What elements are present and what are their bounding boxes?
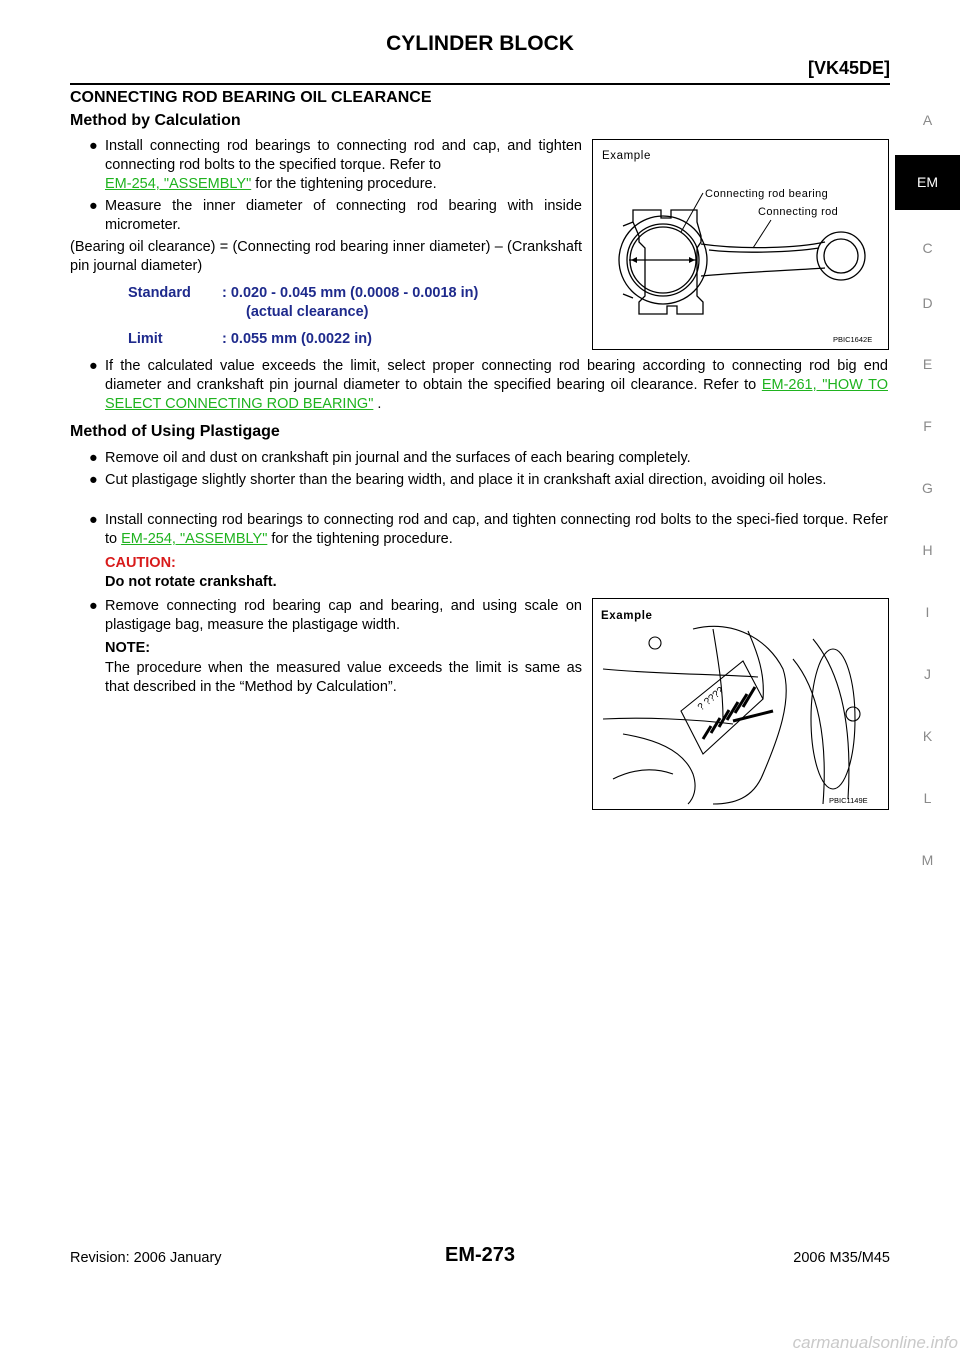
header-rule	[70, 83, 890, 85]
figure2-title: Example	[601, 610, 653, 622]
watermark: carmanualsonline.info	[792, 1333, 958, 1352]
tab-k[interactable]: K	[922, 728, 933, 744]
bullet-icon: ●	[89, 198, 98, 214]
page-number: EM-273	[444, 1244, 516, 1266]
limit-label: Limit	[128, 331, 163, 347]
bullet-icon: ●	[89, 512, 98, 528]
assembly-link[interactable]: EM-254, "ASSEMBLY"	[105, 176, 252, 192]
tab-c[interactable]: C	[922, 240, 933, 256]
bullet-icon: ●	[89, 598, 98, 614]
plasti-bullet-3: ● Install connecting rod bearings to connecting rod and cap, and tighten connecting rod bolts to the speci-fied torque. Refer to EM-254, "ASSEMBLY" for the tightening procedure.	[89, 512, 888, 547]
bullet-icon: ●	[89, 450, 98, 466]
figure1-code: PBIC1642E	[833, 335, 873, 344]
tab-j[interactable]: J	[924, 666, 931, 682]
figure2-code: PBIC1149E	[829, 796, 868, 805]
label-connecting-rod-bearing: Connecting rod bearing	[705, 188, 829, 200]
tab-h[interactable]: H	[922, 542, 933, 558]
calc-bullet-1: ● Install connecting rod bearings to connecting rod and cap, and tighten connecting rod bolts to the specified torque. Refer to	[89, 138, 582, 173]
page-title: CYLINDER BLOCK	[386, 32, 574, 55]
limit-value: : 0.055 mm (0.0022 in)	[222, 331, 372, 347]
section-title: CONNECTING ROD BEARING OIL CLEARANCE	[70, 89, 432, 106]
calc-bullet-3: ● If the calculated value exceeds the limit, select proper connecting rod bearing according to connecting rod big end diameter and crankshaft pin journal diameter to obtain the specified bearing oil clearance. Refer to EM-261, "HOW TO SELECT CONNECTING ROD BEARING" .	[89, 358, 888, 412]
tab-e[interactable]: E	[922, 356, 933, 372]
model-info: 2006 M35/M45	[793, 1250, 890, 1266]
connecting-rod-illustration	[593, 140, 888, 349]
tab-i[interactable]: I	[925, 604, 930, 620]
assembly-link-2[interactable]: EM-254, "ASSEMBLY"	[121, 531, 268, 547]
tab-em[interactable]: EM	[895, 155, 960, 210]
figure1-title: Example	[602, 150, 651, 162]
tab-g[interactable]: G	[922, 480, 933, 496]
label-connecting-rod: Connecting rod	[758, 206, 839, 218]
plastigage-heading: Method of Using Plastigage	[70, 423, 280, 440]
standard-note: (actual clearance)	[246, 304, 369, 320]
figure-plastigage	[592, 598, 889, 810]
bullet-icon: ●	[89, 358, 98, 374]
svg-text:? ????: ? ????	[695, 685, 727, 714]
caution-text: Do not rotate crankshaft.	[105, 574, 277, 590]
revision-date: Revision: 2006 January	[70, 1250, 222, 1266]
tab-m[interactable]: M	[921, 852, 934, 868]
plasti-bullet-2: ● Cut plastigage slightly shorter than the bearing width, and place it in crankshaft axial direction, avoiding oil holes.	[89, 472, 827, 488]
tab-l[interactable]: L	[923, 790, 932, 806]
note-text: The procedure when the measured value exceeds the limit is same as that described in the “Method by Calculation”.	[105, 660, 582, 695]
bullet-icon: ●	[89, 472, 98, 488]
note-label: NOTE:	[105, 640, 151, 656]
tab-f[interactable]: F	[923, 418, 932, 434]
plasti-bullet-4: ● Remove connecting rod bearing cap and bearing, and using scale on plastigage bag, measure the plastigage width.	[89, 598, 582, 633]
select-bearing-link[interactable]: EM-261, "HOW TO SELECT CONNECTING ROD BEARING"	[105, 377, 888, 412]
calc-bullet-1-ref: EM-254, "ASSEMBLY" for the tightening procedure.	[105, 176, 437, 192]
standard-label: Standard	[128, 285, 191, 301]
plasti-bullet-1: ● Remove oil and dust on crankshaft pin journal and the surfaces of each bearing completely.	[89, 450, 691, 466]
caution-label: CAUTION:	[105, 555, 176, 571]
calc-bullet-2: ● Measure the inner diameter of connecting rod bearing with inside micrometer.	[89, 198, 582, 233]
engine-code: [VK45DE]	[807, 58, 890, 78]
tab-d[interactable]: D	[922, 295, 933, 311]
section-index-tabs	[895, 100, 960, 915]
tab-a[interactable]: A	[922, 112, 933, 128]
standard-value: : 0.020 - 0.045 mm (0.0008 - 0.0018 in)	[222, 285, 479, 301]
calc-heading: Method by Calculation	[70, 112, 241, 129]
clearance-formula: (Bearing oil clearance) = (Connecting rod bearing inner diameter) – (Crankshaft pin journal diameter)	[70, 239, 582, 274]
figure-connecting-rod	[592, 139, 889, 350]
bullet-icon: ●	[89, 138, 98, 154]
plastigage-illustration	[593, 599, 888, 809]
